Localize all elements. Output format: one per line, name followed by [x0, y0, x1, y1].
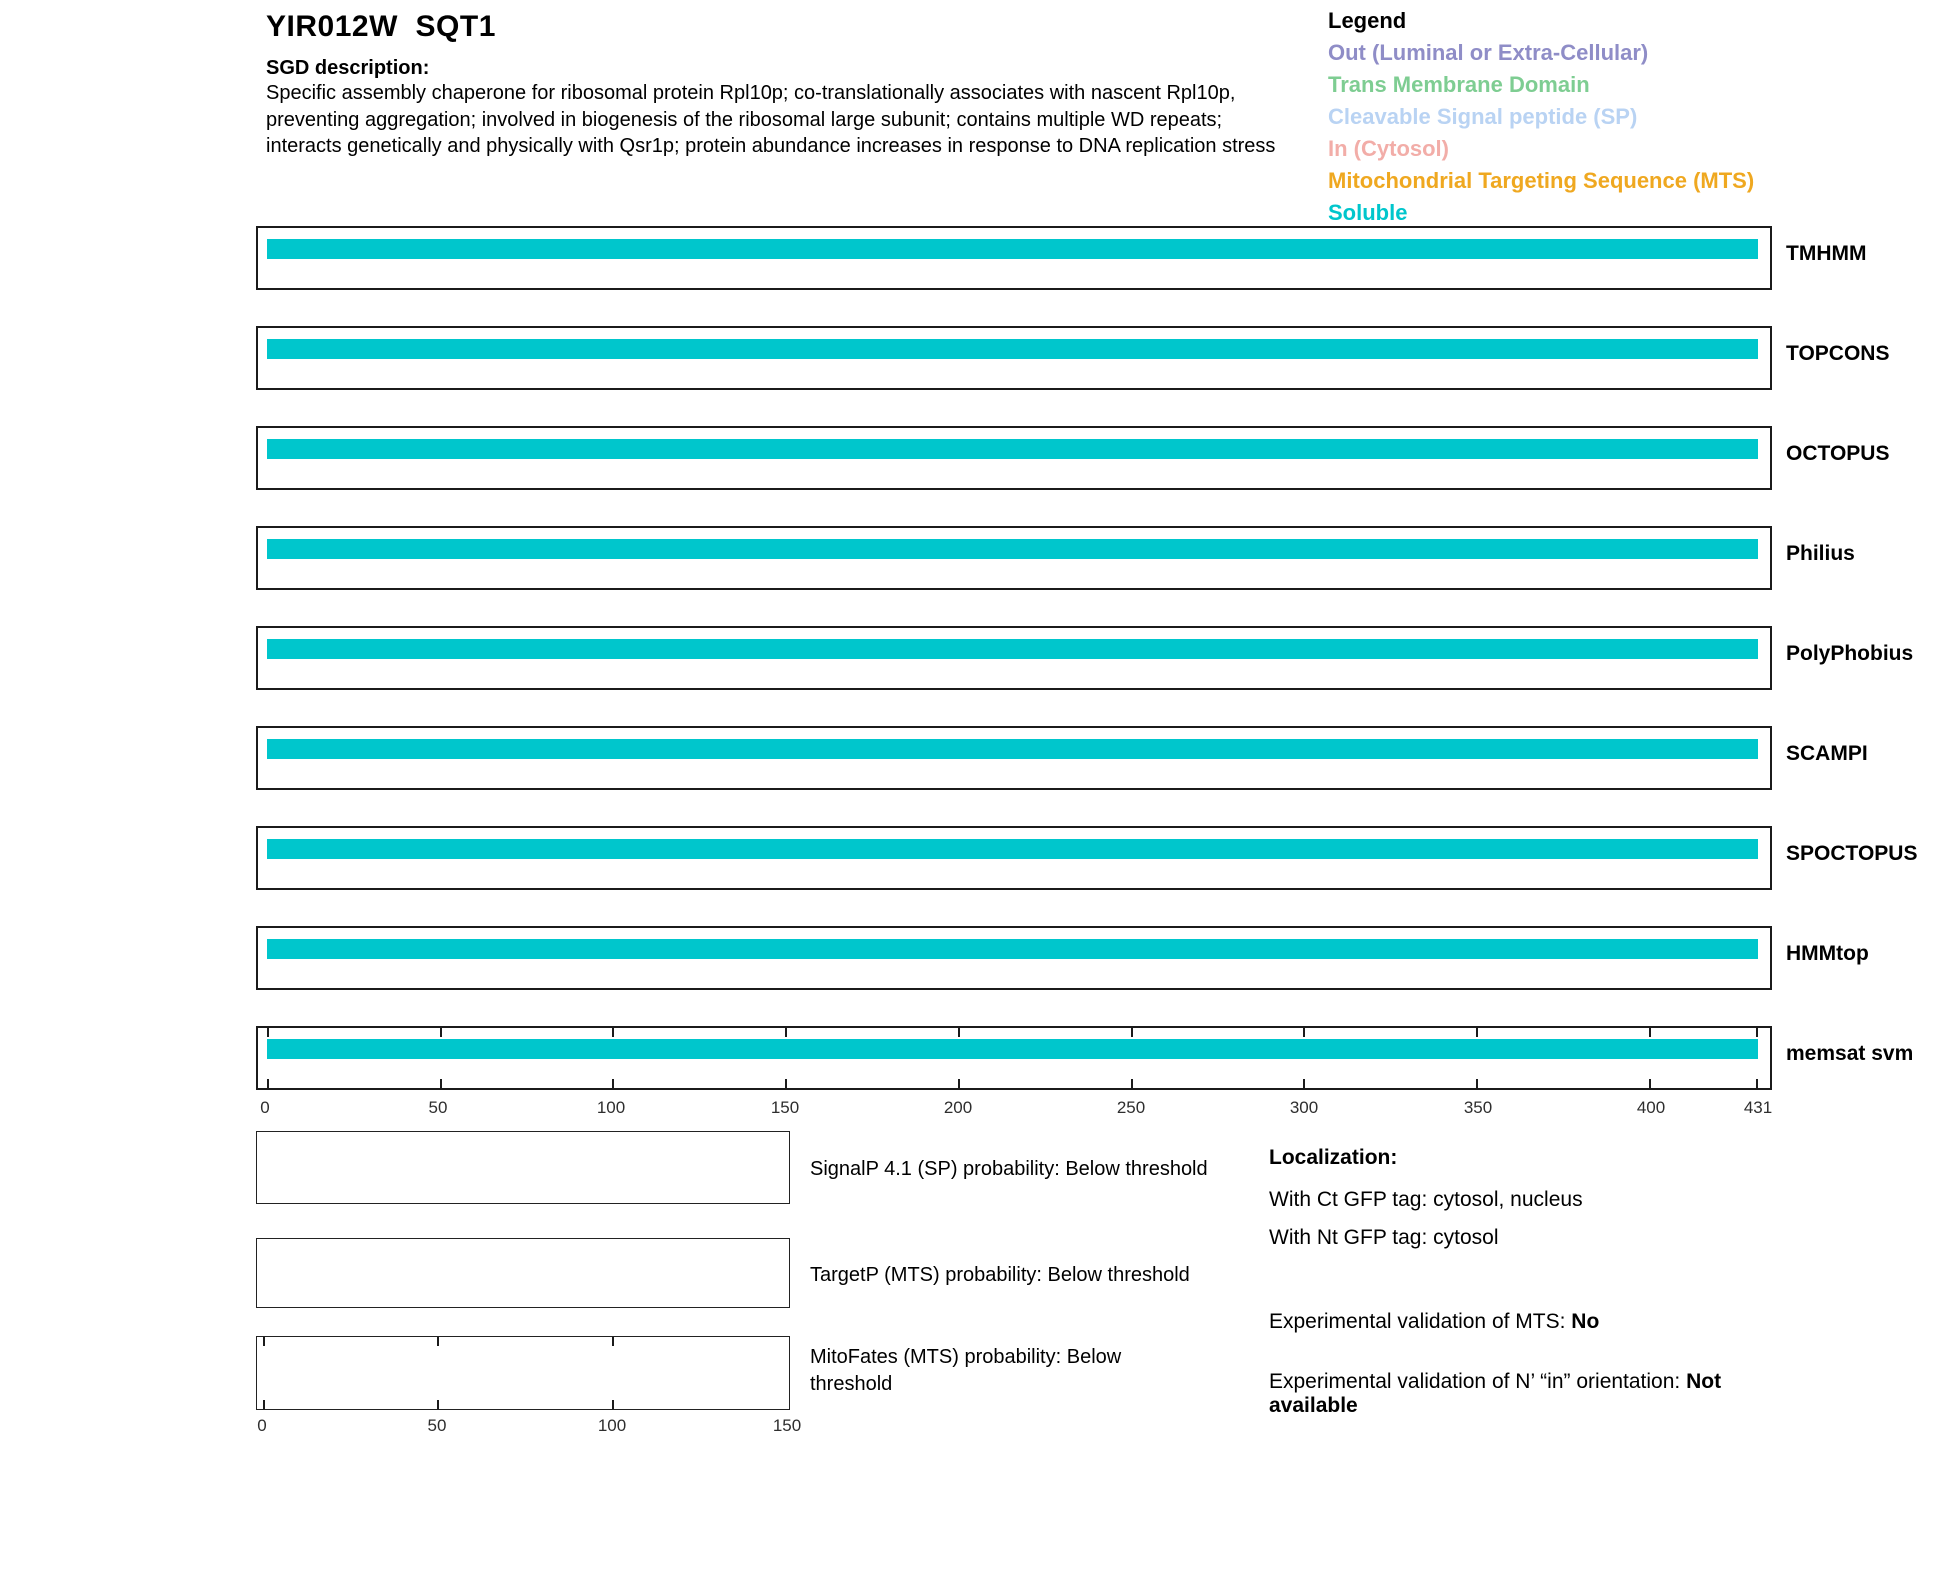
signalp-plot-box: [256, 1131, 790, 1204]
legend-item-signal-peptide: Cleavable Signal peptide (SP): [1328, 104, 1638, 129]
tick-mark: [1303, 1028, 1305, 1037]
axis-tick-label: 0: [260, 1098, 270, 1117]
track-box: [256, 526, 1772, 590]
track-label-topcons: TOPCONS: [1786, 342, 1890, 365]
axis-tick-label: 300: [1289, 1098, 1319, 1117]
axis-tick-label: 400: [1636, 1098, 1666, 1117]
tick-mark: [612, 1079, 614, 1088]
soluble-bar: [267, 339, 1758, 359]
legend-title: Legend: [1328, 8, 1407, 33]
track-box: [256, 726, 1772, 790]
legend-item-cytosol: In (Cytosol): [1328, 136, 1449, 161]
legend-item-mts: Mitochondrial Targeting Sequence (MTS): [1328, 168, 1755, 193]
track-label-hmmtop: HMMtop: [1786, 942, 1869, 965]
tick-mark: [958, 1079, 960, 1088]
orientation-validation-value: Not available: [1269, 1370, 1722, 1417]
tick-mark: [1476, 1079, 1478, 1088]
track-box: [256, 326, 1772, 390]
tick-mark: [440, 1028, 442, 1037]
track-box: [256, 426, 1772, 490]
targetp-caption: TargetP (MTS) probability: Below threshold: [810, 1264, 1190, 1286]
mini-axis-tick-label: 100: [597, 1416, 627, 1435]
signalp-caption: SignalP 4.1 (SP) probability: Below threshold: [810, 1158, 1208, 1180]
axis-tick-label: 100: [596, 1098, 626, 1117]
sgd-description-label: SGD description:: [266, 57, 430, 79]
localization-heading: Localization:: [1269, 1146, 1398, 1169]
track-label-tmhmm: TMHMM: [1786, 242, 1867, 265]
sgd-description-text: Specific assembly chaperone for ribosomal protein Rpl10p; co-translationally associates with nascent Rpl10p, preventing aggregation; involved in biogenesis of the ribosomal large subunit; contains multiple WD repeats; interacts genetically and physically with Qsr1p; protein abundance increases in response to DNA replication stress: [266, 82, 1276, 158]
mts-validation-label: Experimental validation of MTS:: [1269, 1310, 1572, 1333]
soluble-bar: [267, 939, 1758, 959]
mini-axis-tick-label: 150: [772, 1416, 802, 1435]
orientation-validation-label: Experimental validation of N’ “in” orientation:: [1269, 1370, 1687, 1393]
tick-mark: [785, 1028, 787, 1037]
mini-axis-tick-label: 0: [257, 1416, 267, 1435]
mts-validation-value: No: [1571, 1310, 1600, 1333]
soluble-bar: [267, 839, 1758, 859]
axis-tick-label: 200: [943, 1098, 973, 1117]
tick-mark: [958, 1028, 960, 1037]
tick-mark: [437, 1337, 439, 1346]
soluble-bar: [267, 439, 1758, 459]
tick-mark: [263, 1337, 265, 1346]
tick-mark: [1476, 1028, 1478, 1037]
tick-mark: [1756, 1079, 1758, 1088]
soluble-bar: [267, 639, 1758, 659]
mini-axis-tick-label: 50: [427, 1416, 447, 1435]
soluble-bar: [267, 239, 1758, 259]
tick-mark: [437, 1400, 439, 1409]
track-box: [256, 226, 1772, 290]
orientation-validation-line: [1269, 1370, 1749, 1418]
tick-mark: [1649, 1028, 1651, 1037]
track-box: [256, 1026, 1772, 1090]
soluble-bar: [267, 539, 1758, 559]
tick-mark: [1131, 1079, 1133, 1088]
tick-mark: [1756, 1028, 1758, 1037]
ct-gfp-tag-line: With Ct GFP tag: cytosol, nucleus: [1269, 1188, 1583, 1211]
tick-mark: [612, 1337, 614, 1346]
tick-mark: [1649, 1079, 1651, 1088]
page-title: YIR012W SQT1: [266, 10, 496, 43]
soluble-bar: [267, 739, 1758, 759]
legend: [1328, 5, 1908, 229]
tick-mark: [440, 1079, 442, 1088]
nt-gfp-tag-line: With Nt GFP tag: cytosol: [1269, 1226, 1499, 1249]
axis-tick-label: 150: [770, 1098, 800, 1117]
track-label-spoctopus: SPOCTOPUS: [1786, 842, 1918, 865]
tick-mark: [785, 1079, 787, 1088]
mitofates-plot-box: [256, 1336, 790, 1410]
tick-mark: [267, 1079, 269, 1088]
track-box: [256, 926, 1772, 990]
legend-item-soluble: Soluble: [1328, 200, 1408, 225]
targetp-plot-box: [256, 1238, 790, 1308]
track-label-scampi: SCAMPI: [1786, 742, 1868, 765]
tick-mark: [267, 1028, 269, 1037]
legend-item-out: Out (Luminal or Extra-Cellular): [1328, 40, 1649, 65]
tick-mark: [263, 1400, 265, 1409]
tick-mark: [612, 1028, 614, 1037]
axis-tick-label: 250: [1116, 1098, 1146, 1117]
tick-mark: [1131, 1028, 1133, 1037]
soluble-bar: [267, 1039, 1758, 1059]
track-box: [256, 626, 1772, 690]
axis-tick-label: 431: [1743, 1098, 1773, 1117]
track-label-philius: Philius: [1786, 542, 1855, 565]
axis-tick-label: 350: [1463, 1098, 1493, 1117]
tick-mark: [612, 1400, 614, 1409]
axis-tick-label: 50: [428, 1098, 448, 1117]
track-box: [256, 826, 1772, 890]
tick-mark: [1303, 1079, 1305, 1088]
mts-validation-line: [1269, 1310, 1599, 1334]
track-label-octopus: OCTOPUS: [1786, 442, 1890, 465]
track-label-memsat-svm: memsat svm: [1786, 1042, 1914, 1065]
mitofates-caption: MitoFates (MTS) probability: Below threshold: [810, 1346, 1122, 1395]
legend-item-transmembrane: Trans Membrane Domain: [1328, 72, 1590, 97]
track-label-polyphobius: PolyPhobius: [1786, 642, 1914, 665]
